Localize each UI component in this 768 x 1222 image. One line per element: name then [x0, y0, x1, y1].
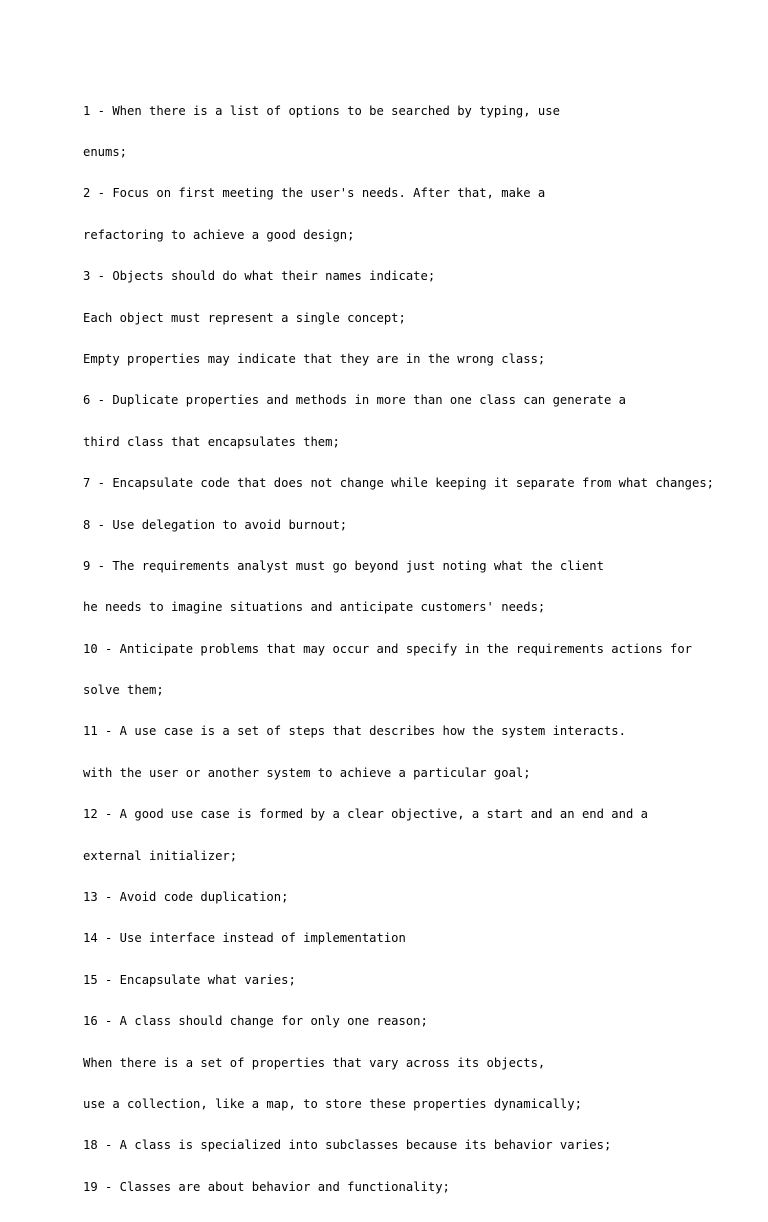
text-line: 18 - A class is specialized into subclasses because its behavior varies;: [83, 1138, 612, 1153]
text-line: When there is a set of properties that vary across its objects,: [83, 1055, 546, 1070]
text-line: solve them;: [83, 683, 164, 698]
text-line: refactoring to achieve a good design;: [83, 227, 355, 242]
text-line: enums;: [83, 144, 128, 159]
text-line: 13 - Avoid code duplication;: [83, 890, 289, 905]
text-line: 12 - A good use case is formed by a clear objective, a start and an end and a: [83, 807, 648, 822]
text-line: 10 - Anticipate problems that may occur and specify in the requirements actions for: [83, 641, 693, 656]
text-line: 1 - When there is a list of options to be searched by typing, use: [83, 103, 560, 118]
text-line: use a collection, like a map, to store these properties dynamically;: [83, 1096, 582, 1111]
text-line: with the user or another system to achieve a particular goal;: [83, 765, 531, 780]
document-text: [83, 77, 714, 1222]
text-line: 8 - Use delegation to avoid burnout;: [83, 517, 348, 532]
text-line: 3 - Objects should do what their names indicate;: [83, 269, 436, 284]
text-line: 11 - A use case is a set of steps that describes how the system interacts.: [83, 724, 626, 739]
text-line: 19 - Classes are about behavior and functionality;: [83, 1179, 450, 1194]
text-line: Each object must represent a single concept;: [83, 310, 406, 325]
text-line: he needs to imagine situations and anticipate customers' needs;: [83, 600, 546, 615]
text-line: Empty properties may indicate that they are in the wrong class;: [83, 351, 546, 366]
text-line: external initializer;: [83, 848, 238, 863]
text-line: 14 - Use interface instead of implementation: [83, 931, 406, 946]
text-line: 9 - The requirements analyst must go beyond just noting what the client: [83, 558, 604, 573]
text-line: 6 - Duplicate properties and methods in more than one class can generate a: [83, 393, 626, 408]
text-line: 15 - Encapsulate what varies;: [83, 972, 296, 987]
text-line: third class that encapsulates them;: [83, 434, 340, 449]
text-line: 7 - Encapsulate code that does not change while keeping it separate from what changes;: [83, 476, 715, 491]
text-line: 2 - Focus on first meeting the user's needs. After that, make a: [83, 186, 546, 201]
text-line: 16 - A class should change for only one reason;: [83, 1014, 428, 1029]
